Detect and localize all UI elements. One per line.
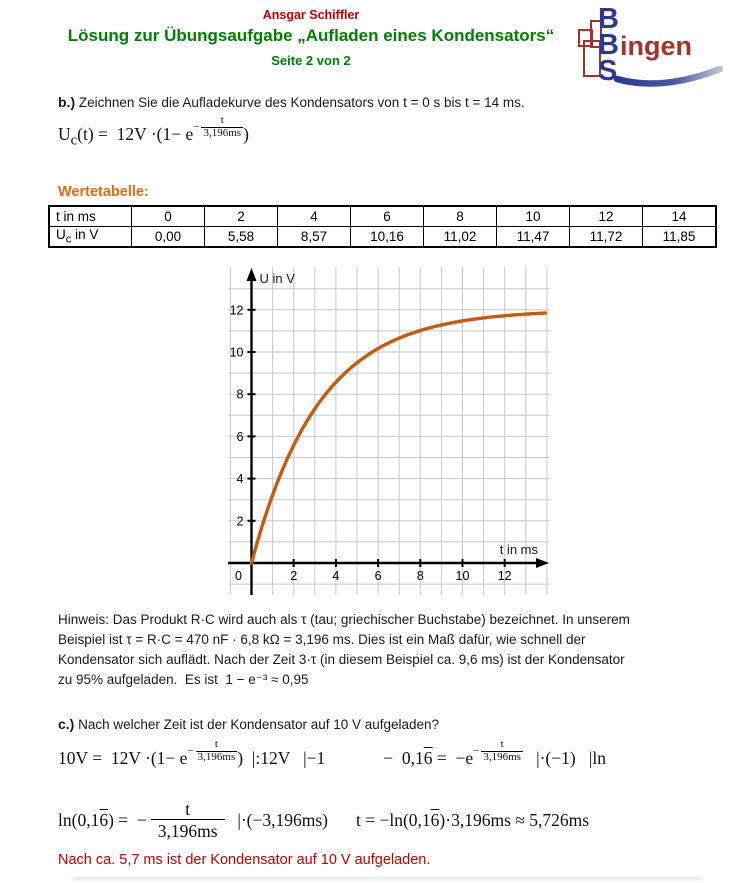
y-tick-label: 12 xyxy=(229,303,244,318)
chart-svg xyxy=(228,267,550,597)
page-title: Lösung zur Übungsaufgabe „Aufladen eines Kondensators“ xyxy=(67,26,555,45)
y-tick-label: 6 xyxy=(236,429,244,444)
x-tick-label: 2 xyxy=(290,569,298,583)
hinweis-paragraph xyxy=(58,610,630,690)
logo-letter-b-mid: B xyxy=(598,29,619,61)
hinweis-line: Kondensator sich auflädt. Nach der Zeit 3·τ (in diesem Beispiel ca. 9,6 ms) ist der Kondensator xyxy=(58,652,625,667)
cell-uc-1: 5,58 xyxy=(205,227,278,248)
cell-uc-7: 11,85 xyxy=(643,227,717,248)
hinweis-line: Beispiel ist τ = R·C = 470 nF · 6,8 kΩ = 3,196 ms. Dies ist ein Maß dafür, wie schnell der xyxy=(58,632,586,647)
logo-letter-s: S xyxy=(598,55,618,87)
logo-letter-b-top: B xyxy=(598,3,619,35)
eq1-operations: |:12V |−1 xyxy=(243,748,326,768)
cell-uc-2: 8,57 xyxy=(278,227,351,248)
y-tick-label: 4 xyxy=(236,472,244,487)
formula-exponent: − $\frac{t}{3,196ms}$ xyxy=(193,113,242,139)
formula-capacitor-voltage xyxy=(58,113,249,150)
hinweis-line: zu 95% aufgeladen. Es ist 1 − e⁻³ ≈ 0,95 xyxy=(58,672,309,687)
row-header-t: t in ms xyxy=(49,206,132,227)
y-axis-title: U in V xyxy=(259,271,295,286)
conclusion-text: Nach ca. 5,7 ms ist der Kondensator auf 10 V aufgeladen. xyxy=(58,852,431,868)
x-tick-label: 12 xyxy=(497,569,512,583)
eq1-overline-digit: 6 xyxy=(423,748,433,768)
formula-mid: (t) = 12V ·(1− e xyxy=(77,124,194,144)
cell-uc-6: 11,72 xyxy=(570,227,643,248)
cell-t-0: 0 xyxy=(132,206,205,227)
eq1-lhs: 10V = 12V ·(1− e xyxy=(58,748,188,768)
eq2-lhs: ln(0,1 xyxy=(58,810,100,831)
cell-uc-3: 10,16 xyxy=(351,227,424,248)
cell-uc-5: 11,47 xyxy=(497,227,570,248)
hinweis-line: Hinweis: Das Produkt R·C wird auch als τ (tau; griechischer Buchstabe) bezeichnet. In unserem xyxy=(58,612,630,627)
cell-t-1: 2 xyxy=(205,206,278,227)
cell-t-6: 12 xyxy=(570,206,643,227)
charging-curve xyxy=(252,313,546,563)
y-tick-label: 10 xyxy=(229,345,244,360)
cell-t-3: 6 xyxy=(351,206,424,227)
eq1-exponent: − $\frac{t}{3,196ms}$ xyxy=(187,737,236,763)
formula-u: U xyxy=(58,124,71,144)
cell-t-7: 14 xyxy=(643,206,717,227)
charging-curve-chart xyxy=(228,267,550,597)
cell-uc-4: 11,02 xyxy=(424,227,497,248)
eq2-overline-digit: 6 xyxy=(99,810,109,831)
eq1-exponent-2: − $\frac{t}{3,196ms}$ xyxy=(473,737,521,763)
logo-suffix-ingen: ingen xyxy=(620,31,692,61)
x-tick-label: 4 xyxy=(332,569,340,583)
cell-t-5: 10 xyxy=(497,206,570,227)
section-b-label: b.) xyxy=(58,94,76,110)
logo-swoosh-icon xyxy=(614,65,724,89)
y-axis-arrow-icon xyxy=(247,268,257,281)
cell-t-2: 4 xyxy=(278,206,351,227)
header-author: Ansgar Schiffler xyxy=(262,8,360,22)
x-tick-label: 6 xyxy=(374,569,382,583)
section-b-text: Zeichnen Sie die Aufladekurve des Kondensators von t = 0 s bis t = 14 ms. xyxy=(75,95,525,110)
x-tick-label: 10 xyxy=(455,569,470,583)
eq2-fraction: $\frac{t}{3,196ms}$ xyxy=(151,800,225,842)
x-axis-title: t in ms xyxy=(499,542,538,557)
wertetabelle-heading: Wertetabelle: xyxy=(58,184,149,200)
formula-close: ) xyxy=(243,124,249,144)
equation-line-1: 10V = 12V ·(1− e − $\frac{t}{3,196ms}$ ) |:12V |−1 − 0,1 6 = −e − $\frac{t}{3,196ms}$ |·(−1) |ln xyxy=(58,737,606,768)
table-row-t xyxy=(49,206,716,227)
equation-line-2: ln(0,1 6 ) = − $\frac{t}{3,196ms}$ |·(−3,196ms) t = −ln(0,1 6 )·3,196ms ≈ 5,726ms xyxy=(58,799,590,842)
bbs-bingen-logo xyxy=(570,5,725,87)
y-tick-label: 8 xyxy=(236,387,244,402)
eq2-result: t = −ln(0,1 xyxy=(356,810,431,831)
eq1-operations-2: |·(−1) |ln xyxy=(522,748,606,768)
bottom-shadow xyxy=(72,877,702,880)
eq2-operations: |·(−3,196ms) xyxy=(228,810,328,831)
section-c-text: Nach welcher Zeit ist der Kondensator auf 10 V aufgeladen? xyxy=(74,717,440,732)
origin-label: 0 xyxy=(235,569,242,583)
table-row-uc xyxy=(49,227,716,248)
y-tick-label: 2 xyxy=(236,514,244,529)
section-c-label: c.) xyxy=(58,716,75,732)
x-tick-label: 8 xyxy=(416,569,424,583)
section-b-line xyxy=(58,94,525,110)
section-c-line xyxy=(58,716,439,732)
header-page-number: Seite 2 von 2 xyxy=(271,53,351,68)
cell-t-4: 8 xyxy=(424,206,497,227)
cell-uc-0: 0,00 xyxy=(132,227,205,248)
formula-sub-c: c xyxy=(70,132,78,149)
eq1-period-value: 0,1 xyxy=(401,748,424,768)
row-header-uc: $U_c$ in V xyxy=(49,227,132,248)
values-table xyxy=(48,205,717,248)
